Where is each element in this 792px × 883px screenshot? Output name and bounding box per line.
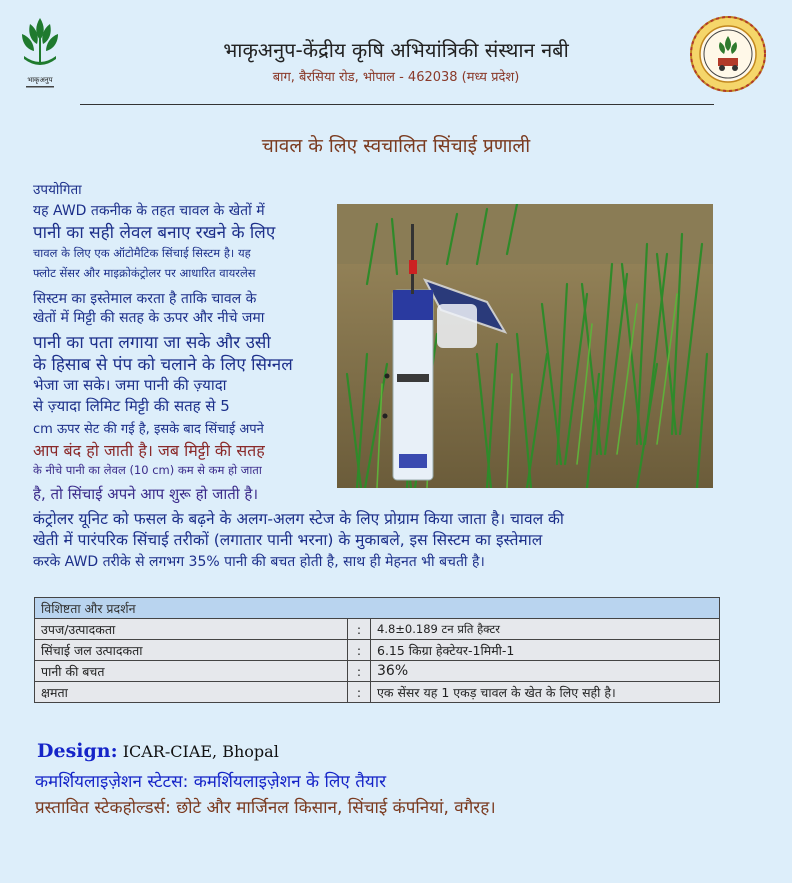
institute-address: बाग, बैरसिया रोड, भोपाल - 462038 (मध्य प्रदेश) (272, 70, 520, 85)
page-title: चावल के लिए स्वचालित सिंचाई प्रणाली (261, 135, 531, 157)
spec-label: क्षमता (35, 682, 348, 703)
spec-label: सिंचाई जल उत्पादकता (35, 640, 348, 661)
spec-table-header-row (35, 598, 720, 619)
description-line: चावल के लिए एक ऑटोमैटिक सिंचाई सिस्टम है। यह (33, 246, 251, 260)
spec-table (34, 597, 720, 703)
table-row (35, 619, 720, 640)
description-line: खेतों में मिट्टी की सतह के ऊपर और नीचे जमा (33, 310, 265, 326)
svg-text:भाकृअनुप: भाकृअनुप (27, 76, 53, 84)
spec-label: पानी की बचत (35, 661, 348, 682)
description-line: पानी का पता लगाया जा सके और उसी (33, 333, 271, 353)
spec-value: 4.8±0.189 टन प्रति हैक्टर (371, 619, 720, 640)
design-value: ICAR-CIAE, Bhopal (122, 742, 279, 761)
description-line: के हिसाब से पंप को चलाने के लिए सिग्नल (33, 355, 293, 375)
description-line: cm ऊपर सेट की गई है, इसके बाद सिंचाई अपने (33, 422, 264, 437)
description-line: के नीचे पानी का लेवल (10 cm) कम से कम हो जाता (33, 463, 262, 477)
description-line: पानी का सही लेवल बनाए रखने के लिए (33, 223, 276, 243)
institute-title: भाकृअनुप-केंद्रीय कृषि अभियांत्रिकी संस्थान नबी (223, 38, 569, 62)
description-line: कंट्रोलर यूनिट को फसल के बढ़ने के अलग-अलग स्टेज के लिए प्रोग्राम किया जाता है। चावल की (33, 510, 564, 528)
proposed-stakeholders: प्रस्तावित स्टेकहोल्डर्स: छोटे और मार्जिनल किसान, सिंचाई कंपनियां, वगैरह। (35, 798, 496, 818)
spec-separator: : (348, 619, 371, 640)
description-line: है, तो सिंचाई अपने आप शुरू हो जाती है। (33, 485, 259, 503)
spec-label: उपज/उत्पादकता (35, 619, 348, 640)
description-line: आप बंद हो जाती है। जब मिट्टी की सतह (33, 441, 265, 460)
header-divider (80, 104, 714, 105)
spec-value: एक सेंसर यह 1 एकड़ चावल के खेत के लिए सही है। (371, 682, 720, 703)
spec-value: 36% (371, 661, 720, 682)
design-label: Design: (37, 740, 118, 762)
spec-separator: : (348, 661, 371, 682)
description-line: सिस्टम का इस्तेमाल करता है ताकि चावल के (33, 291, 257, 307)
field-sensor-photo (337, 204, 713, 488)
table-row (35, 682, 720, 703)
spec-separator: : (348, 682, 371, 703)
spec-separator: : (348, 640, 371, 661)
spec-table-header: विशिष्टता और प्रदर्शन (35, 598, 720, 619)
design-credit (37, 740, 279, 762)
usefulness-heading: उपयोगिता (33, 182, 82, 198)
description-line: खेती में पारंपरिक सिंचाई तरीकों (लगातार पानी भरना) के मुकाबले, इस सिस्टम का इस्तेमाल (33, 531, 543, 549)
description-line: करके AWD तरीके से लगभग 35% पानी की बचत होती है, साथ ही मेहनत भी बचती है। (33, 554, 485, 570)
description-line: भेजा जा सके। जमा पानी की ज़्यादा (33, 376, 227, 394)
description-line: से ज़्यादा लिमिट मिट्टी की सतह से 5 (33, 397, 230, 415)
description-line: यह AWD तकनीक के तहत चावल के खेतों में (33, 203, 265, 219)
spec-value: 6.15 किग्रा हेक्टेयर-1मिमी-1 (371, 640, 720, 661)
description-line: फ्लोट सेंसर और माइक्रोकंट्रोलर पर आधारित वायरलेस (33, 266, 256, 280)
table-row (35, 640, 720, 661)
table-row (35, 661, 720, 682)
commercialization-status: कमर्शियलाइज़ेशन स्टेटस: कमर्शियलाइज़ेशन के लिए तैयार (35, 772, 387, 792)
